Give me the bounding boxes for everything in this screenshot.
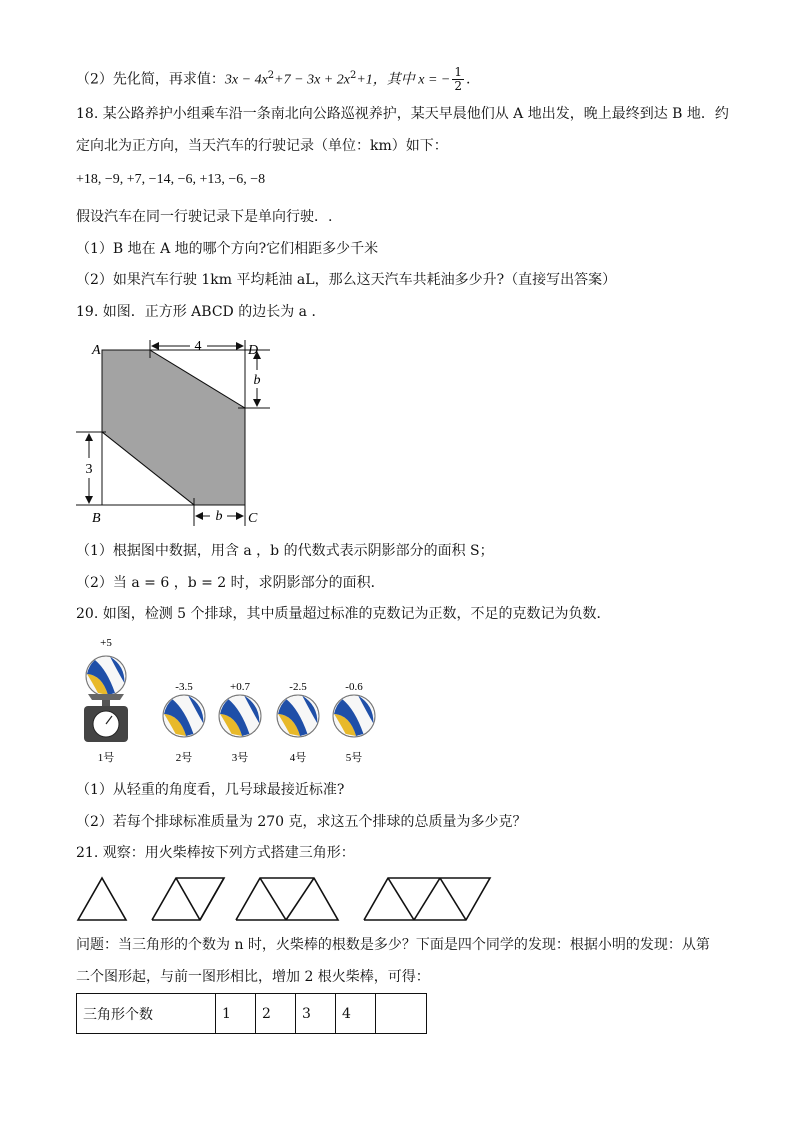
ball-2-icon bbox=[163, 695, 205, 737]
ball-5-icon bbox=[333, 695, 375, 737]
table-cell: 2 bbox=[256, 994, 296, 1034]
ball-label: 5号 bbox=[345, 752, 363, 764]
q19-sub2: （2）当 a = 6 ，b = 2 时，求阴影部分的面积． bbox=[76, 575, 385, 591]
q17-expr-b: +7 − 3x + 2x bbox=[274, 72, 350, 88]
q19-square-figure bbox=[70, 330, 280, 530]
ball-1-icon bbox=[86, 656, 126, 696]
q21-question1: 问题：当三角形的个数为 n 时，火柴棒的根数是多少？下面是四个同学的发现：根据小明的发现：从第 bbox=[76, 937, 710, 953]
triangle-figure-2 bbox=[152, 878, 224, 920]
triangle-figure-4 bbox=[364, 878, 490, 920]
ball-value: +5 bbox=[100, 637, 112, 649]
q19-title: 19. 如图．正方形 ABCD 的边长为 a ． bbox=[76, 304, 326, 320]
vertex-c: C bbox=[248, 511, 258, 526]
ball-value: -3.5 bbox=[175, 681, 193, 693]
dim-right-label: b bbox=[253, 373, 261, 388]
q20-sub2: （2）若每个排球标准质量为 270 克，求这五个排球的总质量为多少克？ bbox=[76, 814, 527, 830]
dim-top-label: 4 bbox=[194, 339, 202, 354]
table-row bbox=[77, 994, 427, 1034]
triangle-figure-1 bbox=[78, 878, 126, 920]
ball-value: -0.6 bbox=[345, 681, 363, 693]
dim-bottom-label: b bbox=[215, 509, 223, 524]
q17-fraction: $\frac{1}{2}$ bbox=[454, 65, 463, 94]
q21-question2: 二个图形起，与前一图形相比，增加 2 根火柴棒，可得： bbox=[76, 969, 430, 985]
q18-sub2: （2）如果汽车行驶 1km 平均耗油 aL，那么这天汽车共耗油多少升?（直接写出答案） bbox=[76, 272, 617, 288]
q20-sub1: （1）从轻重的角度看，几号球最接近标准? bbox=[76, 782, 345, 798]
q19-sub1: （1）根据图中数据，用含 a ，b 的代数式表示阴影部分的面积 S； bbox=[76, 543, 494, 559]
q17-expr-a: 3x − 4x bbox=[224, 72, 268, 88]
q18-line1: 18. 某公路养护小组乘车沿一条南北向公路巡视养护，某天早晨他们从 A 地出发，晚上最终到达 B 地．约 bbox=[76, 106, 729, 122]
q17-part2: （2）先化简，再求值：$3x - 4x^2+7 - 3x + 2x^2+1$，其中 x = − $\frac{1}{2}$ . bbox=[76, 65, 471, 94]
ball-label: 1号 bbox=[97, 752, 115, 764]
q20-title: 20. 如图，检测 5 个排球，其中质量超过标准的克数记为正数，不足的克数记为负数． bbox=[76, 606, 611, 622]
table-header-cell: 三角形个数 bbox=[77, 994, 216, 1034]
dim-left-label: 3 bbox=[85, 462, 93, 477]
ball-value: -2.5 bbox=[289, 681, 307, 693]
table-cell: 1 bbox=[216, 994, 256, 1034]
table-cell: 3 bbox=[296, 994, 336, 1034]
vertex-d: D bbox=[248, 343, 259, 358]
scale-icon bbox=[84, 694, 128, 742]
ball-figure bbox=[76, 632, 396, 772]
ball-3-icon bbox=[219, 695, 261, 737]
ball-label: 4号 bbox=[289, 752, 307, 764]
ball-label: 3号 bbox=[231, 752, 249, 764]
q18-line2: 定向北为正方向，当天汽车的行驶记录（单位：km）如下： bbox=[76, 138, 448, 154]
q17-part2-prefix: （2）先化简，再求值： bbox=[76, 71, 225, 88]
table-cell: 4 bbox=[336, 994, 376, 1034]
q17-expr-c: +1，其中 x = − bbox=[356, 72, 451, 88]
q18-sub1: （1）B 地在 A 地的哪个方向?它们相距多少千米 bbox=[76, 241, 379, 257]
vertex-b: B bbox=[92, 511, 101, 526]
matchstick-triangles-figure bbox=[70, 872, 500, 924]
ball-figure-svg bbox=[76, 632, 396, 772]
ball-value: +0.7 bbox=[230, 681, 250, 693]
triangle-count-table bbox=[76, 993, 427, 1034]
q18-record: +18, −9, +7, −14, −6, +13, −6, −8 bbox=[76, 172, 266, 187]
ball-4-icon bbox=[277, 695, 319, 737]
ball-label: 2号 bbox=[175, 752, 193, 764]
table-cell bbox=[376, 994, 427, 1034]
triangle-figure-3 bbox=[236, 878, 338, 920]
q18-note: 假设汽车在同一行驶记录下是单向行驶．. bbox=[76, 209, 333, 225]
q21-title: 21. 观察：用火柴棒按下列方式搭建三角形： bbox=[76, 845, 355, 861]
vertex-a: A bbox=[92, 343, 101, 358]
